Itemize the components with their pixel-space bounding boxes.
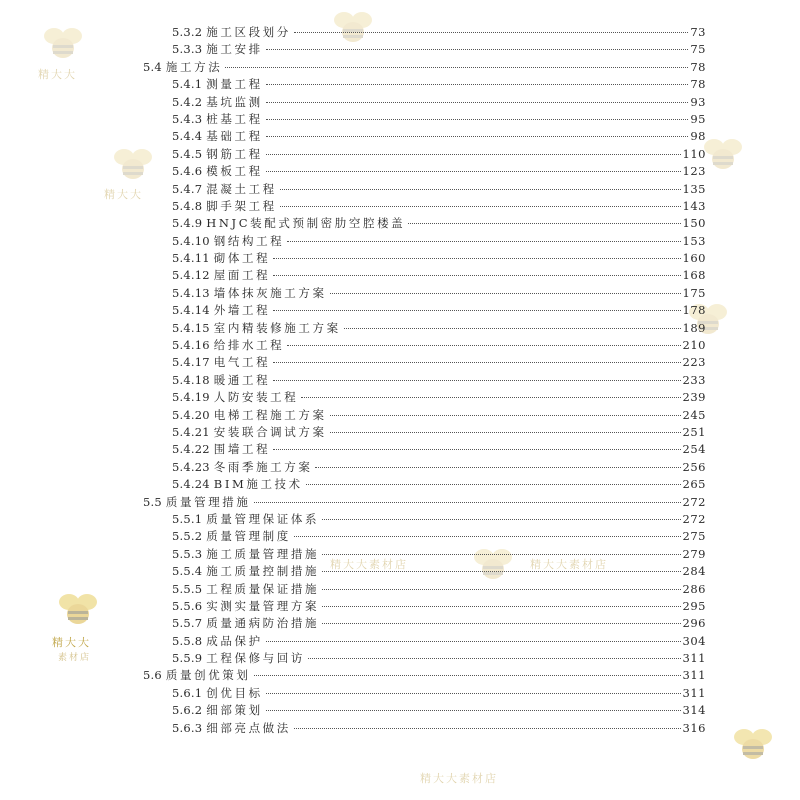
- toc-dot-leader: [301, 397, 680, 398]
- toc-entry[interactable]: [0, 302, 800, 319]
- toc-entry[interactable]: [0, 76, 800, 93]
- toc-entry-number: 5.4.17: [172, 355, 210, 370]
- toc-entry[interactable]: [0, 720, 800, 737]
- toc-entry-title: 钢结构工程: [213, 233, 285, 248]
- toc-entry-title: 创优目标: [206, 685, 263, 700]
- toc-entry[interactable]: [0, 667, 800, 684]
- toc-entry-number: 5.4.12: [172, 268, 210, 283]
- table-of-contents: [0, 24, 800, 737]
- toc-dot-leader: [330, 415, 681, 416]
- watermark-banner-text: 精大大素材店: [330, 558, 408, 571]
- toc-entry-title: 砌体工程: [213, 251, 271, 266]
- toc-dot-leader: [408, 223, 680, 224]
- toc-dot-leader: [315, 467, 680, 468]
- toc-entry-title: 暖通工程: [213, 372, 271, 387]
- watermark-brand-text: 精大大: [104, 188, 143, 201]
- toc-entry-page-number: 168: [682, 268, 706, 283]
- toc-dot-leader: [273, 258, 680, 259]
- toc-entry-number: 5.6.3: [172, 720, 203, 735]
- toc-entry[interactable]: [0, 111, 800, 128]
- toc-entry-number: 5.4.10: [172, 233, 210, 248]
- toc-entry[interactable]: [0, 650, 800, 667]
- toc-dot-leader: [266, 119, 688, 120]
- toc-dot-leader: [273, 362, 680, 363]
- toc-entry-number: 5.4.14: [172, 303, 210, 318]
- toc-entry-page-number: 93: [690, 94, 706, 109]
- toc-entry-title: 基坑监测: [206, 94, 263, 109]
- toc-entry-title: 测量工程: [206, 77, 263, 92]
- toc-entry-number: 5.5.4: [172, 564, 203, 579]
- toc-entry-title: 钢筋工程: [206, 146, 263, 161]
- toc-entry-page-number: 150: [682, 216, 706, 231]
- toc-entry-title: 实测实量管理方案: [206, 598, 320, 613]
- toc-entry[interactable]: [0, 94, 800, 111]
- toc-entry-page-number: 311: [682, 668, 706, 683]
- toc-entry-number: 5.6.2: [172, 703, 203, 718]
- toc-entry-number: 5.4.21: [172, 424, 210, 439]
- toc-entry-title: 脚手架工程: [206, 198, 277, 213]
- toc-entry-number: 5.3.2: [172, 25, 203, 39]
- toc-dot-leader: [280, 206, 681, 207]
- toc-entry-title: 人防安装工程: [213, 390, 299, 405]
- toc-entry-number: 5.4.23: [172, 459, 210, 474]
- toc-entry[interactable]: [0, 267, 800, 284]
- toc-entry[interactable]: [0, 128, 800, 145]
- toc-entry-page-number: 95: [690, 111, 706, 126]
- toc-entry-title: 细部亮点做法: [206, 720, 291, 735]
- toc-entry-page-number: 160: [682, 251, 706, 266]
- toc-entry-page-number: 251: [682, 424, 706, 439]
- toc-dot-leader: [294, 32, 688, 33]
- toc-entry-page-number: 110: [682, 146, 706, 161]
- toc-entry-number: 5.4.6: [172, 164, 203, 179]
- toc-dot-leader: [254, 675, 681, 676]
- toc-dot-leader: [273, 449, 680, 450]
- toc-entry-number: 5.4.18: [172, 372, 210, 387]
- toc-entry[interactable]: [0, 285, 800, 302]
- toc-entry-title: HNJC装配式预制密肋空腔楼盖: [206, 216, 406, 231]
- toc-entry-number: 5.5.9: [172, 651, 203, 666]
- toc-entry-title: 围墙工程: [213, 442, 271, 457]
- toc-dot-leader: [266, 136, 688, 137]
- toc-entry-page-number: 239: [682, 390, 706, 405]
- toc-entry-page-number: 233: [682, 372, 706, 387]
- toc-entry-page-number: 245: [682, 407, 706, 422]
- toc-entry-title: 外墙工程: [213, 303, 271, 318]
- toc-entry-page-number: 78: [690, 77, 706, 92]
- toc-entry-page-number: 314: [682, 703, 706, 718]
- toc-entry[interactable]: [0, 685, 800, 702]
- toc-entry-number: 5.4.16: [172, 338, 210, 353]
- toc-entry-title: 成品保护: [206, 633, 263, 648]
- toc-entry[interactable]: [0, 372, 800, 389]
- toc-entry-title: 冬雨季施工方案: [213, 459, 313, 474]
- toc-entry[interactable]: [0, 546, 800, 563]
- toc-dot-leader: [273, 310, 680, 311]
- toc-dot-leader: [266, 154, 681, 155]
- toc-entry-title: 给排水工程: [213, 338, 285, 353]
- toc-dot-leader: [280, 189, 681, 190]
- toc-entry-number: 5.5.7: [172, 616, 203, 631]
- toc-entry-page-number: 75: [690, 42, 706, 57]
- watermark-banner-text: 精大大素材店: [420, 772, 498, 785]
- toc-entry-number: 5.4.20: [172, 407, 210, 422]
- toc-entry-page-number: 295: [682, 598, 706, 613]
- toc-dot-leader: [322, 606, 680, 607]
- toc-dot-leader: [322, 623, 680, 624]
- toc-entry-page-number: 254: [682, 442, 706, 457]
- toc-entry[interactable]: [0, 59, 800, 76]
- toc-entry[interactable]: [0, 24, 800, 41]
- toc-entry[interactable]: [0, 354, 800, 371]
- toc-entry-number: 5.4.9: [172, 216, 203, 231]
- toc-entry-number: 5.4.24: [172, 477, 210, 492]
- toc-dot-leader: [266, 641, 681, 642]
- toc-entry-number: 5.5.1: [172, 511, 203, 526]
- toc-dot-leader: [266, 710, 681, 711]
- toc-entry[interactable]: [0, 702, 800, 719]
- toc-entry-page-number: 316: [682, 720, 706, 735]
- toc-entry-number: 5.4.15: [172, 320, 210, 335]
- toc-entry-title: 模板工程: [206, 164, 263, 179]
- toc-entry[interactable]: [0, 615, 800, 632]
- toc-entry-page-number: 178: [682, 303, 706, 318]
- toc-entry-number: 5.4.2: [172, 94, 203, 109]
- toc-entry-page-number: 272: [682, 494, 706, 509]
- toc-entry[interactable]: [0, 250, 800, 267]
- toc-entry-title: BIM施工技术: [213, 477, 303, 492]
- toc-entry-title: 电气工程: [213, 355, 271, 370]
- toc-entry-title: 施工区段划分: [206, 25, 291, 39]
- toc-entry[interactable]: [0, 528, 800, 545]
- toc-entry-title: 细部策划: [206, 703, 263, 718]
- toc-entry[interactable]: [0, 511, 800, 528]
- toc-dot-leader: [273, 380, 680, 381]
- toc-dot-leader: [330, 293, 681, 294]
- toc-entry[interactable]: [0, 389, 800, 406]
- toc-entry-title: 墙体抹灰施工方案: [213, 285, 327, 300]
- toc-entry-page-number: 223: [682, 355, 706, 370]
- toc-entry-page-number: 311: [682, 651, 706, 666]
- toc-entry-page-number: 210: [682, 338, 706, 353]
- toc-dot-leader: [294, 536, 681, 537]
- toc-entry[interactable]: [0, 424, 800, 441]
- toc-entry[interactable]: [0, 233, 800, 250]
- toc-entry-number: 5.6: [143, 668, 162, 683]
- toc-entry-number: 5.6.1: [172, 685, 203, 700]
- toc-entry-page-number: 284: [682, 564, 706, 579]
- toc-entry-title: 施工安排: [206, 42, 263, 57]
- toc-entry-number: 5.3.3: [172, 42, 203, 57]
- watermark-sub-text: 素材店: [58, 653, 92, 663]
- toc-entry-number: 5.4.5: [172, 146, 203, 161]
- toc-entry[interactable]: [0, 163, 800, 180]
- toc-entry-page-number: 296: [682, 616, 706, 631]
- toc-entry-title: 质量管理制度: [206, 529, 291, 544]
- toc-dot-leader: [322, 519, 680, 520]
- toc-entry-title: 基础工程: [206, 129, 263, 144]
- toc-dot-leader: [322, 571, 680, 572]
- toc-entry-page-number: 304: [682, 633, 706, 648]
- toc-dot-leader: [306, 484, 681, 485]
- toc-entry[interactable]: [0, 494, 800, 511]
- toc-entry-page-number: 189: [682, 320, 706, 335]
- toc-entry-page-number: 272: [682, 511, 706, 526]
- toc-entry-number: 5.5: [143, 494, 162, 509]
- toc-dot-leader: [266, 49, 688, 50]
- toc-entry[interactable]: [0, 441, 800, 458]
- toc-entry-title: 工程保修与回访: [206, 651, 305, 666]
- toc-dot-leader: [273, 275, 680, 276]
- toc-dot-leader: [266, 102, 688, 103]
- toc-entry[interactable]: [0, 407, 800, 424]
- toc-entry-number: 5.4.3: [172, 111, 203, 126]
- toc-entry-number: 5.4: [143, 59, 162, 74]
- toc-entry-title: 混凝土工程: [206, 181, 277, 196]
- toc-entry[interactable]: [0, 459, 800, 476]
- toc-entry-title: 安装联合调试方案: [213, 424, 327, 439]
- toc-entry-page-number: 143: [682, 198, 706, 213]
- toc-entry-page-number: 275: [682, 529, 706, 544]
- toc-entry-title: 质量通病防治措施: [206, 616, 320, 631]
- toc-entry-title: 桩基工程: [206, 111, 263, 126]
- toc-entry-number: 5.4.4: [172, 129, 203, 144]
- watermark-brand-text: 精大大: [52, 636, 91, 649]
- toc-entry-title: 室内精装修施工方案: [213, 320, 341, 335]
- toc-entry-number: 5.5.5: [172, 581, 203, 596]
- toc-entry-page-number: 286: [682, 581, 706, 596]
- toc-dot-leader: [254, 502, 681, 503]
- toc-entry[interactable]: [0, 337, 800, 354]
- toc-entry-number: 5.5.6: [172, 598, 203, 613]
- toc-entry-title: 质量管理保证体系: [206, 511, 320, 526]
- toc-entry-number: 5.5.8: [172, 633, 203, 648]
- toc-entry-title: 工程质量保证措施: [206, 581, 320, 596]
- toc-entry-page-number: 311: [682, 685, 706, 700]
- toc-entry-number: 5.5.3: [172, 546, 203, 561]
- toc-entry[interactable]: [0, 581, 800, 598]
- toc-dot-leader: [266, 693, 681, 694]
- toc-entry-title: 电梯工程施工方案: [213, 407, 327, 422]
- toc-entry-title: 施工方法: [165, 59, 223, 74]
- toc-entry-title: 质量创优策划: [165, 668, 251, 683]
- toc-entry-page-number: 78: [690, 59, 706, 74]
- toc-entry[interactable]: [0, 320, 800, 337]
- toc-entry-title: 质量管理措施: [165, 494, 251, 509]
- toc-entry-page-number: 265: [682, 477, 706, 492]
- toc-entry[interactable]: [0, 598, 800, 615]
- toc-entry-page-number: 135: [682, 181, 706, 196]
- toc-dot-leader: [344, 328, 681, 329]
- toc-entry-title: 施工质量控制措施: [206, 564, 320, 579]
- toc-dot-leader: [287, 241, 680, 242]
- toc-dot-leader: [322, 554, 680, 555]
- toc-entry-page-number: 175: [682, 285, 706, 300]
- watermark-banner-text: 精大大素材店: [530, 558, 608, 571]
- toc-dot-leader: [266, 171, 681, 172]
- toc-entry-page-number: 256: [682, 459, 706, 474]
- toc-entry[interactable]: [0, 198, 800, 215]
- toc-dot-leader: [308, 658, 681, 659]
- toc-dot-leader: [266, 84, 688, 85]
- toc-entry-page-number: 123: [682, 164, 706, 179]
- toc-dot-leader: [294, 728, 681, 729]
- toc-entry-number: 5.4.7: [172, 181, 203, 196]
- toc-entry-title: 屋面工程: [213, 268, 271, 283]
- toc-entry-number: 5.4.19: [172, 390, 210, 405]
- toc-entry-number: 5.4.22: [172, 442, 210, 457]
- toc-entry[interactable]: [0, 476, 800, 493]
- toc-entry-number: 5.5.2: [172, 529, 203, 544]
- toc-entry[interactable]: [0, 146, 800, 163]
- toc-entry-number: 5.4.1: [172, 77, 203, 92]
- toc-entry-page-number: 73: [690, 25, 706, 39]
- toc-dot-leader: [330, 432, 681, 433]
- toc-entry-number: 5.4.13: [172, 285, 210, 300]
- toc-dot-leader: [322, 589, 680, 590]
- toc-entry[interactable]: [0, 41, 800, 58]
- watermark-brand-text: 精大大: [38, 68, 77, 81]
- toc-entry-page-number: 153: [682, 233, 706, 248]
- toc-entry[interactable]: [0, 215, 800, 232]
- toc-entry-number: 5.4.11: [172, 251, 210, 266]
- toc-dot-leader: [225, 67, 688, 68]
- toc-entry-number: 5.4.8: [172, 198, 203, 213]
- toc-entry-title: 施工质量管理措施: [206, 546, 320, 561]
- toc-entry[interactable]: [0, 563, 800, 580]
- toc-entry[interactable]: [0, 633, 800, 650]
- toc-entry[interactable]: [0, 181, 800, 198]
- toc-entry-page-number: 279: [682, 546, 706, 561]
- toc-entry-page-number: 98: [690, 129, 706, 144]
- toc-dot-leader: [287, 345, 680, 346]
